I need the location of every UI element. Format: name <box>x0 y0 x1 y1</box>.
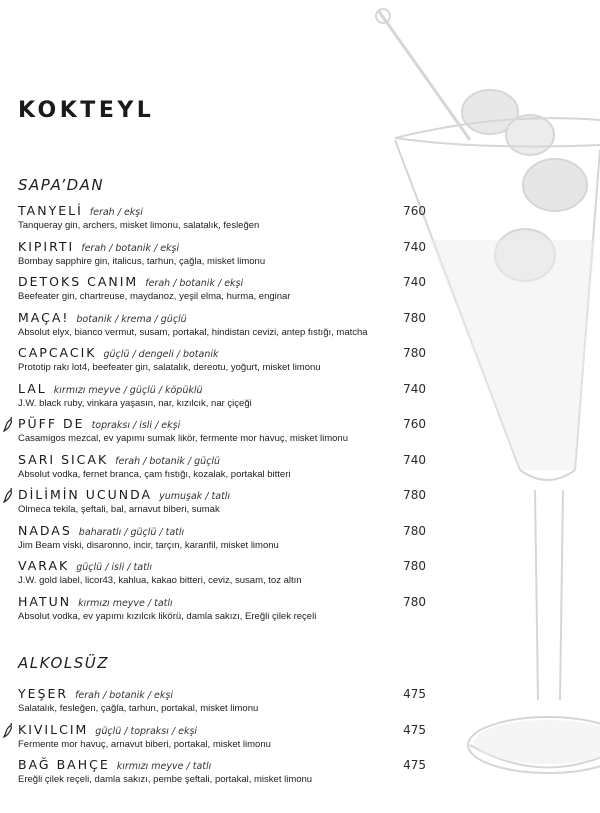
chili-pepper-icon <box>3 487 15 503</box>
item-name: KIVILCIM <box>18 721 89 737</box>
menu-item <box>18 722 438 758</box>
item-ingredients: Jim Beam viski, disaronno, incir, tarçın, karanfil, misket limonu <box>18 539 279 551</box>
item-ingredients: Tanqueray gin, archers, misket limonu, salatalık, fesleğen <box>18 220 260 231</box>
item-ingredients: Fermente mor havuç, arnavut biberi, portakal, misket limonu <box>18 738 271 750</box>
item-name: HATUN <box>18 593 72 609</box>
item-tags: güçlü / topraksı / ekşi <box>95 725 198 737</box>
item-ingredients: Olmeca tekila, şeftali, bal, arnavut biberi, sumak <box>18 504 220 515</box>
chili-pepper-icon <box>3 722 15 738</box>
item-name: BAĞ BAHÇE <box>18 757 110 772</box>
item-tags: kırmızı meyve / tatlı <box>78 597 173 609</box>
item-ingredients: Absolut vodka, fernet branca, çam fıstığı, kozalak, portakal bitteri <box>18 468 291 480</box>
item-price: 780 <box>403 523 426 538</box>
item-price: 475 <box>403 687 426 701</box>
menu-item <box>18 274 438 310</box>
item-tags: ferah / botanik / güçlü <box>115 455 221 467</box>
menu-item <box>18 203 438 239</box>
item-name: LAL <box>18 380 47 396</box>
item-name: SARI SICAK <box>18 451 109 467</box>
item-price: 475 <box>403 722 426 737</box>
item-price: 740 <box>403 381 426 396</box>
item-tags: ferah / botanik / ekşi <box>75 690 173 701</box>
item-ingredients: Absolut vodka, ev yapımı kızılcık likörü, damla sakızı, Ereğli çilek reçeli <box>18 610 317 622</box>
item-price: 475 <box>403 758 426 772</box>
item-name: YEŞER <box>18 686 69 701</box>
item-tags: kırmızı meyve / tatlı <box>116 761 212 772</box>
item-tags: baharatlı / güçlü / tatlı <box>78 526 185 538</box>
item-name: TANYELİ <box>18 203 83 218</box>
menu-list-alkolsuz <box>18 686 438 793</box>
item-price: 740 <box>403 275 426 289</box>
menu-item <box>18 558 438 594</box>
item-price: 780 <box>403 310 426 325</box>
section-title-alkolsuz: ALKOLSÜZ <box>18 654 109 672</box>
item-name: DETOKS CANIM <box>18 274 139 289</box>
item-ingredients: Prototip rakı lot4, beefeater gin, salatalık, dereotu, yoğurt, misket limonu <box>18 362 321 373</box>
menu-item <box>18 345 438 381</box>
item-name: KIPIRTI <box>18 238 75 254</box>
item-tags: topraksı / isli / ekşi <box>91 420 181 431</box>
item-ingredients: Casamigos mezcal, ev yapımı sumak likör, fermente mor havuç, misket limonu <box>18 433 348 444</box>
item-tags: ferah / botanik / ekşi <box>145 278 244 289</box>
item-ingredients: Bombay sapphire gin, italicus, tarhun, çağla, misket limonu <box>18 255 266 267</box>
menu-item <box>18 594 438 630</box>
item-tags: güçlü / isli / tatlı <box>76 562 153 573</box>
item-name: CAPCACIK <box>18 345 97 360</box>
menu-list-sapadan <box>18 203 438 629</box>
item-price: 780 <box>403 594 426 609</box>
item-price: 740 <box>403 239 426 254</box>
item-price: 740 <box>403 452 426 467</box>
item-tags: ferah / ekşi <box>89 207 143 218</box>
item-tags: güçlü / dengeli / botanik <box>103 349 219 360</box>
item-name: DİLİMİN UCUNDA <box>18 487 153 502</box>
item-tags: yumuşak / tatlı <box>159 491 231 502</box>
item-price: 760 <box>403 204 426 218</box>
item-ingredients: J.W. gold label, licor43, kahlua, kakao bitteri, ceviz, susam, toz altın <box>18 575 302 586</box>
menu-item <box>18 381 438 417</box>
item-ingredients: Ereğli çilek reçeli, damla sakızı, pembe şeftali, portakal, misket limonu <box>18 774 313 785</box>
item-price: 780 <box>403 488 426 502</box>
item-ingredients: Absolut elyx, bianco vermut, susam, portakal, hindistan cevizi, antep fıstığı, matcha <box>18 326 368 338</box>
menu-item <box>18 487 438 523</box>
item-price: 760 <box>403 417 426 431</box>
chili-pepper-icon <box>3 416 15 432</box>
item-ingredients: Salatalık, fesleğen, çağla, tarhun, portakal, misket limonu <box>18 703 259 714</box>
item-price: 780 <box>403 559 426 573</box>
menu-item <box>18 686 438 722</box>
item-tags: ferah / botanik / ekşi <box>81 242 180 254</box>
item-name: MAÇA! <box>18 309 70 325</box>
item-price: 780 <box>403 346 426 360</box>
page-title: KOKTEYL <box>18 98 155 123</box>
item-name: NADAS <box>18 522 72 538</box>
item-name: PÜFF DE <box>18 416 85 431</box>
menu-item <box>18 310 438 346</box>
menu-item <box>18 757 438 793</box>
menu-item <box>18 523 438 559</box>
item-ingredients: Beefeater gin, chartreuse, maydanoz, yeşil elma, hurma, enginar <box>18 291 291 302</box>
menu-item <box>18 416 438 452</box>
menu-item <box>18 239 438 275</box>
item-name: VARAK <box>18 558 70 573</box>
item-ingredients: J.W. black ruby, vinkara yaşasın, nar, kızılcık, nar çiçeği <box>18 397 252 409</box>
item-tags: kırmızı meyve / güçlü / köpüklü <box>53 384 203 396</box>
menu-item <box>18 452 438 488</box>
item-tags: botanik / krema / güçlü <box>76 313 187 325</box>
section-title-sapadan: SAPA’DAN <box>18 176 105 194</box>
